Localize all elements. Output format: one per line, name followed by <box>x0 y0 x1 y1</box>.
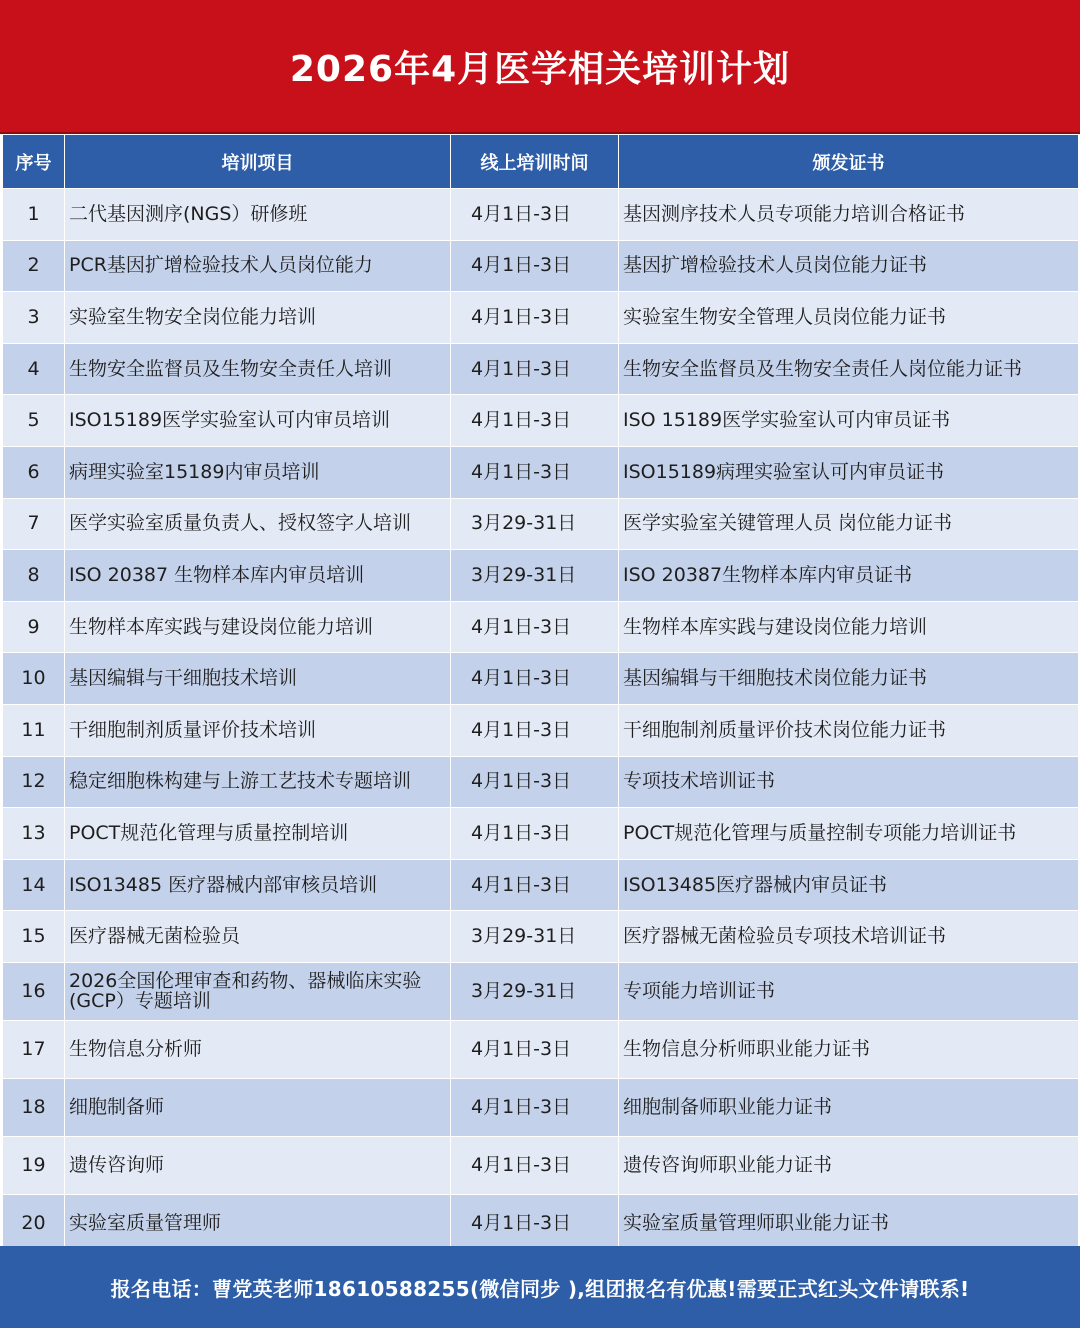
training-item: 细胞制备师 <box>65 1078 451 1136</box>
certificate: ISO 20387生物样本库内审员证书 <box>619 550 1079 602</box>
certificate: 生物样本库实践与建设岗位能力培训 <box>619 601 1079 653</box>
certificate: ISO 15189医学实验室认可内审员证书 <box>619 395 1079 447</box>
certificate: 干细胞制剂质量评价技术岗位能力证书 <box>619 704 1079 756</box>
training-time: 3月29-31日 <box>451 962 619 1020</box>
training-time: 4月1日-3日 <box>451 704 619 756</box>
training-time: 4月1日-3日 <box>451 756 619 808</box>
certificate: 基因测序技术人员专项能力培训合格证书 <box>619 189 1079 241</box>
training-time: 4月1日-3日 <box>451 1020 619 1078</box>
certificate: 专项能力培训证书 <box>619 962 1079 1020</box>
table-row <box>3 1194 1079 1252</box>
row-number: 15 <box>3 911 65 963</box>
table-row <box>3 808 1079 860</box>
row-number: 11 <box>3 704 65 756</box>
table-row <box>3 1078 1079 1136</box>
training-time: 4月1日-3日 <box>451 395 619 447</box>
training-item: 干细胞制剂质量评价技术培训 <box>65 704 451 756</box>
training-time: 4月1日-3日 <box>451 808 619 860</box>
row-number: 1 <box>3 189 65 241</box>
training-plan-table <box>2 134 1079 1253</box>
table-row <box>3 395 1079 447</box>
table-row <box>3 446 1079 498</box>
row-number: 9 <box>3 601 65 653</box>
certificate: 医疗器械无菌检验员专项技术培训证书 <box>619 911 1079 963</box>
row-number: 16 <box>3 962 65 1020</box>
table-row <box>3 550 1079 602</box>
table-row <box>3 1136 1079 1194</box>
header-no: 序号 <box>3 135 65 189</box>
training-time: 3月29-31日 <box>451 498 619 550</box>
table-row <box>3 601 1079 653</box>
row-number: 13 <box>3 808 65 860</box>
certificate: 专项技术培训证书 <box>619 756 1079 808</box>
row-number: 2 <box>3 240 65 292</box>
table-row <box>3 343 1079 395</box>
certificate: ISO15189病理实验室认可内审员证书 <box>619 446 1079 498</box>
row-number: 4 <box>3 343 65 395</box>
row-number: 7 <box>3 498 65 550</box>
row-number: 6 <box>3 446 65 498</box>
table-row <box>3 292 1079 344</box>
certificate: 遗传咨询师职业能力证书 <box>619 1136 1079 1194</box>
training-time: 3月29-31日 <box>451 911 619 963</box>
training-item: 二代基因测序(NGS）研修班 <box>65 189 451 241</box>
certificate: 生物安全监督员及生物安全责任人岗位能力证书 <box>619 343 1079 395</box>
training-time: 4月1日-3日 <box>451 653 619 705</box>
table-row <box>3 498 1079 550</box>
row-number: 12 <box>3 756 65 808</box>
training-item: 遗传咨询师 <box>65 1136 451 1194</box>
table-row <box>3 756 1079 808</box>
header-cert: 颁发证书 <box>619 135 1079 189</box>
row-number: 19 <box>3 1136 65 1194</box>
table-row <box>3 704 1079 756</box>
row-number: 20 <box>3 1194 65 1252</box>
table-body <box>3 189 1079 1253</box>
training-time: 4月1日-3日 <box>451 292 619 344</box>
training-item: 医疗器械无菌检验员 <box>65 911 451 963</box>
training-time: 4月1日-3日 <box>451 601 619 653</box>
training-item: POCT规范化管理与质量控制培训 <box>65 808 451 860</box>
certificate: 细胞制备师职业能力证书 <box>619 1078 1079 1136</box>
row-number: 14 <box>3 859 65 911</box>
training-item: PCR基因扩增检验技术人员岗位能力 <box>65 240 451 292</box>
certificate: POCT规范化管理与质量控制专项能力培训证书 <box>619 808 1079 860</box>
training-time: 4月1日-3日 <box>451 240 619 292</box>
training-time: 4月1日-3日 <box>451 859 619 911</box>
table-row <box>3 240 1079 292</box>
certificate: 基因扩增检验技术人员岗位能力证书 <box>619 240 1079 292</box>
certificate: 基因编辑与干细胞技术岗位能力证书 <box>619 653 1079 705</box>
row-number: 8 <box>3 550 65 602</box>
training-time: 4月1日-3日 <box>451 1078 619 1136</box>
training-time: 3月29-31日 <box>451 550 619 602</box>
training-item: 生物信息分析师 <box>65 1020 451 1078</box>
row-number: 10 <box>3 653 65 705</box>
training-item: 2026全国伦理审查和药物、器械临床实验(GCP）专题培训 <box>65 962 451 1020</box>
training-item: 病理实验室15189内审员培训 <box>65 446 451 498</box>
table-row <box>3 859 1079 911</box>
table-row <box>3 911 1079 963</box>
training-time: 4月1日-3日 <box>451 446 619 498</box>
certificate: 生物信息分析师职业能力证书 <box>619 1020 1079 1078</box>
title-banner <box>0 0 1080 134</box>
header-item: 培训项目 <box>65 135 451 189</box>
row-number: 17 <box>3 1020 65 1078</box>
table-row <box>3 962 1079 1020</box>
table-row <box>3 1020 1079 1078</box>
training-time: 4月1日-3日 <box>451 1136 619 1194</box>
table-row <box>3 189 1079 241</box>
training-item: ISO13485 医疗器械内部审核员培训 <box>65 859 451 911</box>
table-row <box>3 653 1079 705</box>
training-item: ISO 20387 生物样本库内审员培训 <box>65 550 451 602</box>
certificate: ISO13485医疗器械内审员证书 <box>619 859 1079 911</box>
row-number: 3 <box>3 292 65 344</box>
row-number: 5 <box>3 395 65 447</box>
training-item: 生物安全监督员及生物安全责任人培训 <box>65 343 451 395</box>
training-time: 4月1日-3日 <box>451 343 619 395</box>
training-item: 实验室质量管理师 <box>65 1194 451 1252</box>
training-item: ISO15189医学实验室认可内审员培训 <box>65 395 451 447</box>
training-item: 稳定细胞株构建与上游工艺技术专题培训 <box>65 756 451 808</box>
certificate: 实验室质量管理师职业能力证书 <box>619 1194 1079 1252</box>
page-title: 2026年4月医学相关培训计划 <box>289 48 791 90</box>
training-item: 医学实验室质量负责人、授权签字人培训 <box>65 498 451 550</box>
training-time: 4月1日-3日 <box>451 189 619 241</box>
training-item: 生物样本库实践与建设岗位能力培训 <box>65 601 451 653</box>
row-number: 18 <box>3 1078 65 1136</box>
training-time: 4月1日-3日 <box>451 1194 619 1252</box>
table-header-row <box>3 135 1079 189</box>
contact-info: 报名电话：曹党英老师18610588255(微信同步 ),组团报名有优惠!需要正式红头文件请联系! <box>110 1276 970 1301</box>
certificate: 实验室生物安全管理人员岗位能力证书 <box>619 292 1079 344</box>
certificate: 医学实验室关键管理人员 岗位能力证书 <box>619 498 1079 550</box>
footer-banner <box>0 1246 1080 1328</box>
training-item: 基因编辑与干细胞技术培训 <box>65 653 451 705</box>
training-item: 实验室生物安全岗位能力培训 <box>65 292 451 344</box>
header-time: 线上培训时间 <box>451 135 619 189</box>
